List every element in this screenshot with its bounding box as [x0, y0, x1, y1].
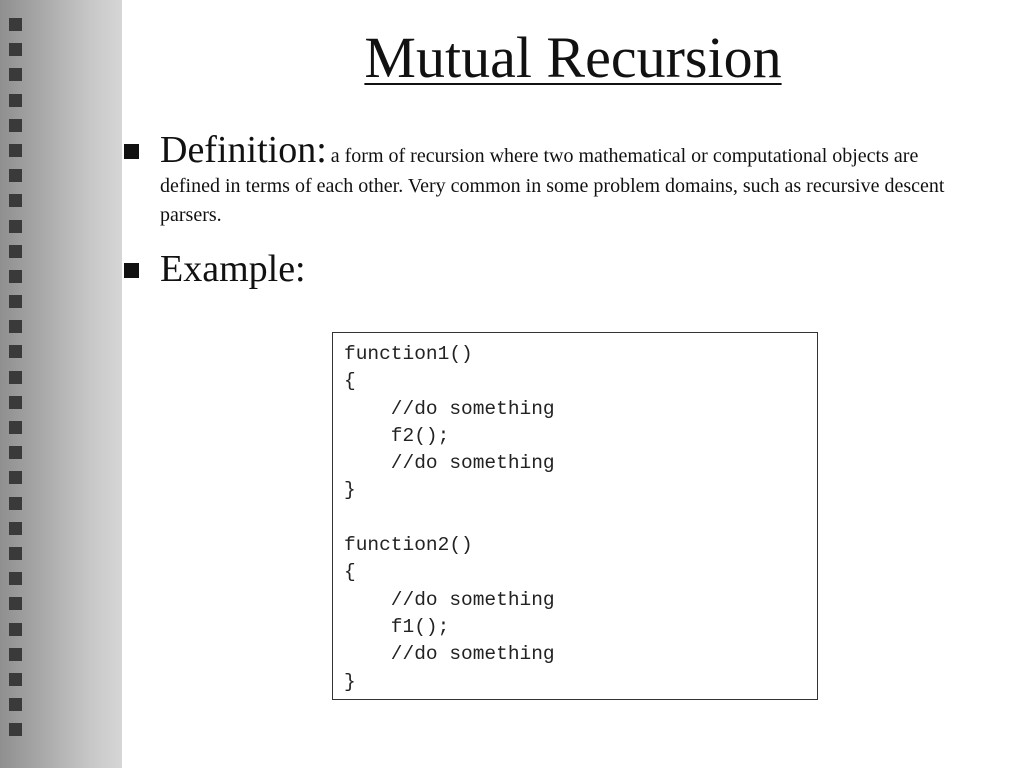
decorative-sidebar [0, 0, 122, 768]
code-line: f2(); [344, 424, 450, 447]
code-example-box [332, 332, 818, 700]
square-icon [9, 220, 22, 233]
example-term: Example: [160, 248, 306, 290]
code-line [344, 505, 806, 532]
square-bullet-icon [124, 144, 139, 159]
square-icon [9, 245, 22, 258]
square-bullet-icon [124, 263, 139, 278]
square-icon [9, 396, 22, 409]
code-line: } [344, 670, 356, 693]
square-icon [9, 194, 22, 207]
code-line: //do something [344, 397, 555, 420]
square-icon [9, 648, 22, 661]
square-icon [9, 522, 22, 535]
square-icon [9, 371, 22, 384]
definition-text: a form of recursion where two mathematical or computational objects are defined in terms of each other. Very common in some problem domains, such as recursive descent parsers. [160, 145, 945, 226]
square-icon [9, 623, 22, 636]
slide-title-text: Mutual Recursion [364, 25, 782, 90]
code-line: function1() [344, 343, 473, 365]
code-line: f1(); [344, 615, 450, 638]
square-icon [9, 421, 22, 434]
square-icon [9, 320, 22, 333]
square-icon [9, 68, 22, 81]
square-icon [9, 471, 22, 484]
square-icon [9, 597, 22, 610]
square-icon [9, 345, 22, 358]
square-icon [9, 270, 22, 283]
definition-term: Definition: [160, 129, 327, 171]
code-line: //do something [344, 643, 555, 666]
code-line: } [344, 479, 356, 502]
square-pattern [9, 18, 23, 748]
square-icon [9, 43, 22, 56]
example-bullet [160, 247, 306, 291]
square-icon [9, 295, 22, 308]
slide-title [122, 26, 1024, 90]
square-icon [9, 144, 22, 157]
square-icon [9, 446, 22, 459]
square-icon [9, 119, 22, 132]
square-icon [9, 169, 22, 182]
code-line: //do something [344, 452, 555, 475]
square-icon [9, 698, 22, 711]
square-icon [9, 547, 22, 560]
square-icon [9, 497, 22, 510]
square-icon [9, 723, 22, 736]
square-icon [9, 572, 22, 585]
code-line: { [344, 561, 356, 584]
square-icon [9, 94, 22, 107]
definition-bullet [160, 128, 960, 230]
square-icon [9, 18, 22, 31]
square-icon [9, 673, 22, 686]
code-line: //do something [344, 588, 555, 611]
code-line: function2() [344, 534, 473, 557]
code-line: { [344, 370, 356, 393]
